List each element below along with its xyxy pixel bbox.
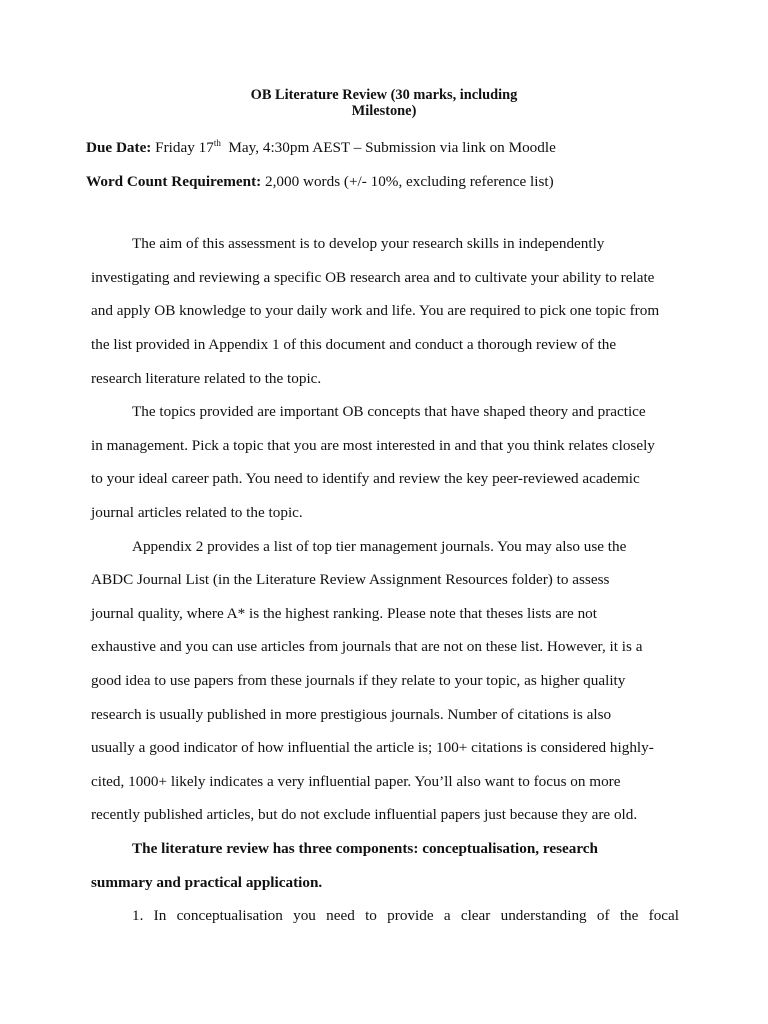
paragraph-line: in management. Pick a topic that you are most interested in and that you think relates closely [91,437,655,454]
paragraph-line: journal articles related to the topic. [91,504,303,521]
paragraph-line: ABDC Journal List (in the Literature Review Assignment Resources folder) to assess [91,571,610,588]
paragraph-line: good idea to use papers from these journals if they relate to your topic, as higher quality [91,672,626,689]
due-date-rest: May, 4:30pm AEST – Submission via link on Moodle [220,139,556,156]
due-date-day: Friday 17 [155,139,214,156]
numbered-list-item: 1. In conceptualisation you need to provide a clear understanding of the focal [132,907,679,924]
due-date-label: Due Date: [86,139,152,156]
due-date-suffix: th [213,138,221,148]
word-count-label: Word Count Requirement: [86,173,262,190]
paragraph-line: investigating and reviewing a specific OB research area and to cultivate your ability to relate [91,269,655,286]
title-line-1: OB Literature Review (30 marks, including [250,87,518,103]
word-count-value: 2,000 words (+/- 10%, excluding reference list) [261,173,554,190]
due-date-line [86,139,556,157]
paragraph-line: journal quality, where A* is the highest ranking. Please note that theses lists are not [91,605,597,622]
paragraph-line: the list provided in Appendix 1 of this document and conduct a thorough review of the [91,336,617,353]
paragraph-line: The topics provided are important OB concepts that have shaped theory and practice [132,403,646,420]
paragraph-line: to your ideal career path. You need to identify and review the key peer-reviewed academic [91,470,640,487]
paragraph-line: recently published articles, but do not exclude influential papers just because they are old. [91,806,638,823]
title-line-2: Milestone) [351,103,417,119]
bold-paragraph-line: The literature review has three components: conceptualisation, research [132,840,598,857]
document-title [0,87,768,119]
bold-paragraph-line: summary and practical application. [91,874,323,891]
paragraph-line: exhaustive and you can use articles from journals that are not on these list. However, it is a [91,638,643,655]
paragraph-line: Appendix 2 provides a list of top tier management journals. You may also use the [132,538,627,555]
paragraph-line: research literature related to the topic. [91,370,322,387]
paragraph-line: usually a good indicator of how influential the article is; 100+ citations is considered highly- [91,739,654,756]
paragraph-line: cited, 1000+ likely indicates a very influential paper. You’ll also want to focus on more [91,773,621,790]
paragraph-line: research is usually published in more prestigious journals. Number of citations is also [91,706,612,723]
paragraph-line: and apply OB knowledge to your daily work and life. You are required to pick one topic from [91,302,660,319]
word-count-line [86,173,554,191]
paragraph-line: The aim of this assessment is to develop your research skills in independently [132,235,605,252]
